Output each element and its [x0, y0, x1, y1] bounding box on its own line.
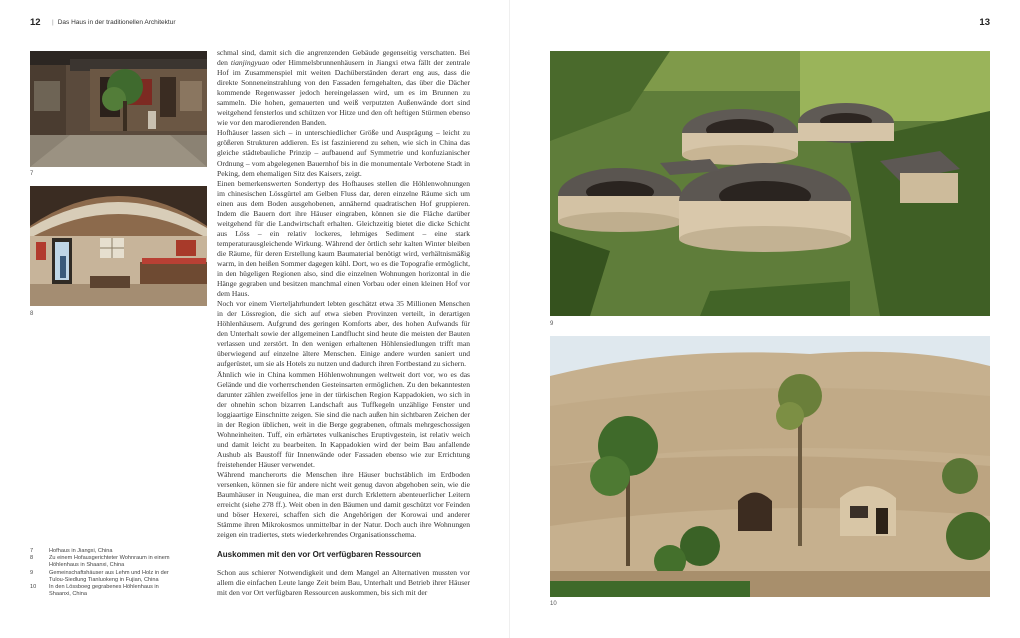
- caption-10: [30, 584, 180, 598]
- body-text-column: [217, 48, 470, 598]
- right-page-number: 13: [979, 17, 990, 28]
- paragraph-1-start: schmal sind, damit sich die angrenzenden Gebäude gegenseitig verschatten. Bei den: [217, 48, 470, 68]
- caption-text: Zu einem Hofausgerichteter Wohnraum in einem Höhlenhaus in Shaanxi, China: [49, 555, 170, 569]
- caption-number: 8: [30, 555, 34, 562]
- running-head: [52, 19, 175, 26]
- right-page: [510, 0, 1020, 638]
- caption-9: [30, 570, 180, 584]
- caption-7: [30, 548, 180, 555]
- paragraph-1-italic-term: tianjingyuan: [230, 58, 270, 68]
- paragraph-2: Hofhäuser lassen sich – in unterschiedlicher Größe und Ausprägung – leicht zu größeren Strukturen addieren. Es ist faszinierend zu sehen, wie sich in China das gleiche städtebauliche Prinzip – aufbauend auf Symmetrie und konfuzianischer Ordnung – vom abgelegenen Bauernhof bis in die monumentale Verbotene Stadt in Peking, dem ehemaligen Sitz des Kaisers, zeigt.: [217, 128, 470, 178]
- loess-cave-dwellings-photo: [550, 336, 990, 597]
- figure-number-9: 9: [550, 321, 554, 327]
- paragraph-1: [217, 48, 470, 128]
- caption-text: In den Lössboeg gegrabenes Höhlenhaus in Shaanxi, China: [49, 584, 159, 598]
- paragraph-3: Einen bemerkenswerten Sondertyp des Hofhauses stellen die Höhlenwohnungen im chinesischen Lössgürtel am Gelben Fluss dar, deren einzelne Räume sich um einen aus dem Boden ausgehobenen, annähernd quadratischen Hof gruppieren. Indem die Bauern dort ihre Häuser eingraben, können sie die Fläche darüber weitgehend für die Landwirtschaft erhalten. Gleichzeitig bietet die dicke Schicht aus Löss – ein relativ lockeres, lehmiges Sediment – eine stark temperaturausgleichende Wirkung. Während der örtlich sehr kalten Winter bleiben die Räume, für deren Erstellung kaum Baumaterial benötigt wird, verhältnismäßig warm, in den heißen Sommer dagegen kühl. Dort, wo es die Topografie ermöglicht, in den hügeligen Regionen also, sind die einzelnen Wohnungen horizontal in die Hänge gegraben und besitzen manchmal einen Vorbau oder einen kleinen Hof vor dem Haus.: [217, 178, 470, 299]
- left-page-number: 12: [30, 17, 41, 28]
- caption-text: Hofhaus in Jiangxi, China: [49, 548, 113, 554]
- figure-captions: [30, 548, 180, 598]
- paragraph-7: Schon aus schierer Notwendigkeit und dem Mangel an Alternativen mussten vor allem die einfachen Leute lange Zeit beim Bau, Unterhalt und Betrieb ihrer Häuser mit den vor Ort verfügbaren Ressourcen auskommen, bis sich mit der: [217, 568, 470, 598]
- caption-8: [30, 555, 180, 569]
- caption-number: 9: [30, 569, 34, 576]
- running-head-separator: |: [52, 19, 54, 26]
- figure-number-10: 10: [550, 601, 557, 607]
- figure-number-7: 7: [30, 171, 34, 177]
- paragraph-6: Während mancherorts die Menschen ihre Häuser buchstäblich im Erdboden versenken, können sie für andere nicht weit genug davon abgehoben sein, wie die Baumhäuser in Neuguinea, die man erst durch Erklettern abenteuerlicher Leitern erreicht (siehe 278 ff.). Weit oben in den Bäumen und damit geschützt vor Feinden und böser Hexerei, schaffen sich die Angehörigen der Korowai und anderer Stämme ihren Mikrokosmos unmittelbar in der Natur. Doch auch ihre Wohnungen zeigen ein tradiertes, stets wiederkehrendes Organisationsschema.: [217, 469, 470, 540]
- tulou-image: [550, 51, 990, 316]
- running-head-text: Das Haus in der traditionellen Architektur: [57, 19, 176, 26]
- caption-number: 7: [30, 548, 34, 554]
- cave-interior-image: [30, 186, 207, 306]
- caption-number: 10: [30, 584, 37, 591]
- loess-cave-image: [550, 336, 990, 597]
- paragraph-1-end: oder Himmelsbrunnenhäusern in Jiangxi etwa fällt der zentrale Hof im Zusammenspiel mit weiten Dachüberständen derart eng aus, dass die direkte Sonneneinstrahlung von den Fassaden ferngehalten, das über die Dächer kommende Regenwasser jedoch hereingelassen wird, um es im Brunnen zu sammeln. Die hohen, gemauerten und weiß verputzten Außenwände dort sind weitgehend fensterlos und schützen vor Hitze und den oft heftigen Stürmen ebenso wie vor den marodierenden Banden.: [217, 58, 470, 128]
- courtyard-house-photo: [30, 51, 207, 167]
- section-heading: Auskommen mit den vor Ort verfügbaren Ressourcen: [217, 550, 422, 560]
- caption-text: Gemeinschaftshäuser aus Lehm und Holz in der Tulou-Siedlung Tianluokeng in Fujian, China: [49, 569, 169, 583]
- cave-house-interior-photo: [30, 186, 207, 306]
- figure-number-8: 8: [30, 311, 34, 317]
- paragraph-5: Ähnlich wie in China kommen Höhlenwohnungen weltweit dort vor, wo es das Gelände und die vorherrschenden Gesteinsarten ermöglichen. Zu den bekanntesten darunter zählen zweifellos jene in der türkischen Region Kappadokien, wo sich in der ohnehin schon bizarren Landschaft aus Tuffkegeln unzählige Fenster und loggiaartige Einschnitte zeigen. Sie sind die nach außen hin sichtbaren Zeichen der in der Region üblichen, weit in die Berge gegrabenen, oftmals mehrgeschossigen Wohneinheiten. Tuff, ein erhärtetes vulkanisches Eruptivgestein, ist relativ weich und damit leicht zu bearbeiten. In Kappadokien wird der beim Bau anfallende Aushub als Baustoff für Innenwände oder Fassaden ebenso wie zur Errichtung freistehender Häuser verwendet.: [217, 369, 470, 469]
- paragraph-4: Noch vor einem Vierteljahrhundert lebten geschätzt etwa 35 Millionen Menschen in der Lössregion, die sich auf etwa sieben Provinzen verteilt, in derartigen Höhlenhäusern. Aufgrund des geringen Komforts aber, des hohen Aufwands für den Unterhalt sowie der allgemeinen Landflucht sind heute die meisten der Bauten verlassen und zerstört. In den wenigen erhaltenen Höhlensiedlungen trifft man überwiegend auf einzelne ältere Menschen. Einige andere wurden saniert und aufgerüstet, um sie als Hotels zu nutzen und dadurch ihren Fortbestand zu sichern.: [217, 299, 470, 369]
- tulou-earth-buildings-photo: [550, 51, 990, 316]
- courtyard-house-image: [30, 51, 207, 167]
